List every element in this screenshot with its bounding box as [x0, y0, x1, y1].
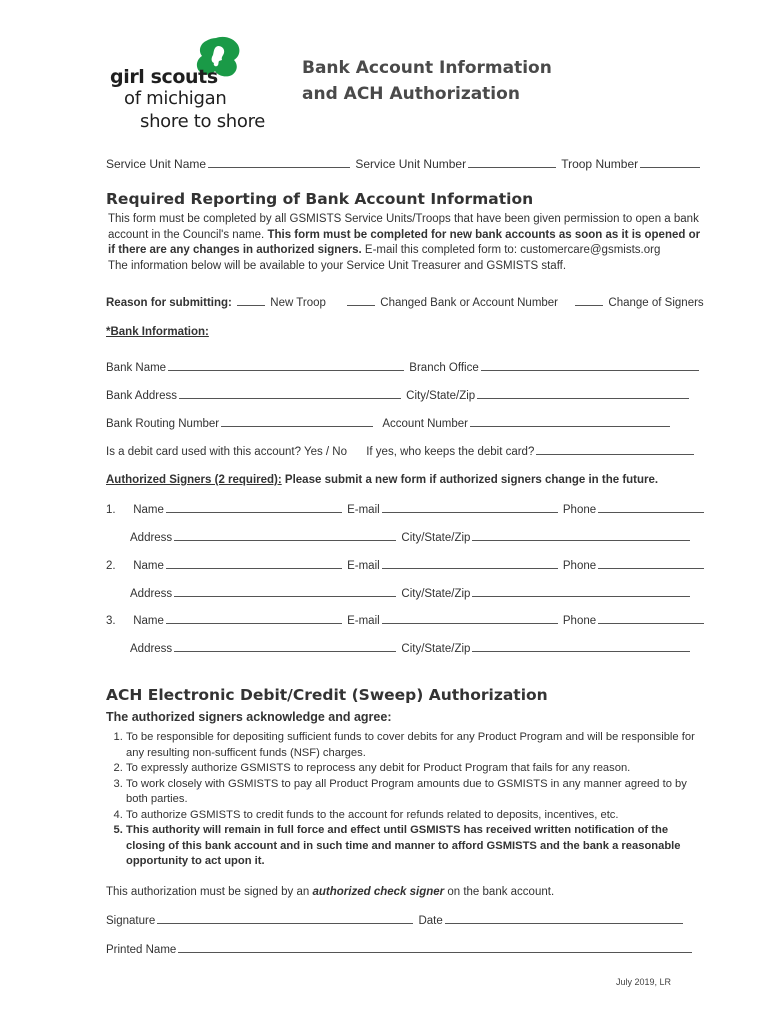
- reason-changed-bank-blank[interactable]: [347, 304, 375, 306]
- routing-number-field[interactable]: [221, 425, 373, 427]
- signer-1-address-row: [130, 532, 692, 544]
- signer-3-address-row: [130, 643, 692, 655]
- signers-label: Authorized Signers (2 required):: [106, 474, 282, 486]
- signature-row: [106, 915, 685, 927]
- bank-name-field[interactable]: [168, 369, 404, 371]
- section2-heading: ACH Electronic Debit/Credit (Sweep) Authorization: [106, 686, 548, 704]
- signer-email-label: E-mail: [347, 615, 380, 627]
- branch-office-field[interactable]: [481, 369, 699, 371]
- signer-number: 2.: [106, 560, 116, 572]
- service-unit-number-label: Service Unit Number: [355, 157, 467, 171]
- signer-name-label: Name: [133, 504, 164, 516]
- signer-2-csz-field[interactable]: [472, 595, 690, 597]
- footer-date: July 2019, LR: [616, 977, 672, 987]
- signer-2-address-field[interactable]: [174, 595, 396, 597]
- reason-change-signers: Change of Signers: [608, 297, 704, 309]
- signer-1-address-field[interactable]: [174, 539, 396, 541]
- printed-name-row: [106, 944, 694, 956]
- troop-number-field[interactable]: [640, 166, 700, 168]
- signer-csz-label: City/State/Zip: [401, 643, 471, 655]
- signer-1-name-field[interactable]: [166, 511, 342, 513]
- troop-number-label: Troop Number: [561, 157, 639, 171]
- agreement-item: 2. To expressly authorize GSMISTS to reprocess any debit for Product Program that fails for any reason.: [126, 761, 698, 777]
- agreement-item: 4. To authorize GSMISTS to credit funds to the account for refunds related to deposits, incentives, etc.: [126, 808, 698, 824]
- bank-name-label: Bank Name: [106, 362, 167, 374]
- signer-email-label: E-mail: [347, 560, 380, 572]
- signer-address-label: Address: [130, 643, 173, 655]
- signers-note: Please submit a new form if authorized signers change in the future.: [284, 474, 659, 486]
- debit-row: [106, 446, 696, 458]
- bank-name-row: [106, 362, 701, 374]
- signer-phone-label: Phone: [562, 615, 597, 627]
- section2-subheading: The authorized signers acknowledge and agree:: [106, 710, 392, 724]
- account-number-label: Account Number: [382, 418, 469, 430]
- signer-1-phone-field[interactable]: [598, 511, 704, 513]
- signer-phone-label: Phone: [562, 560, 597, 572]
- agreement-list: [108, 730, 698, 870]
- auth-post: on the bank account.: [447, 886, 555, 898]
- signer-csz-label: City/State/Zip: [401, 532, 471, 544]
- auth-pre: This authorization must be signed by an: [106, 886, 310, 898]
- logo-line3: shore to shore: [140, 111, 266, 132]
- section1-heading: Required Reporting of Bank Account Information: [106, 190, 534, 208]
- debit-keeper-field[interactable]: [536, 453, 694, 455]
- agreement-item: 1. To be responsible for depositing sufficient funds to cover debits for any Product Program and will be responsible for any resulting non-sufficent funds (NSF) charges.: [126, 730, 698, 761]
- date-label: Date: [418, 915, 443, 927]
- debit-question: Is a debit card used with this account? Yes / No: [106, 446, 348, 458]
- routing-row: [106, 418, 672, 430]
- signer-number: 1.: [106, 504, 116, 516]
- p1-text: This form must be completed by all GSMISTS Service Units/Troops that have been given permission to open a bank account in the Council's name.: [108, 213, 699, 241]
- signer-3-phone-field[interactable]: [598, 622, 704, 624]
- reason-new-troop-blank[interactable]: [237, 304, 265, 306]
- p1-bold: This form must be completed for new bank accounts as soon as it is opened or if there are any changes in authorized signers.: [108, 228, 701, 256]
- bank-info-label: *Bank Information:: [106, 326, 209, 338]
- bank-address-label: Bank Address: [106, 390, 177, 402]
- signer-1-row: [106, 504, 706, 516]
- branch-office-label: Branch Office: [409, 362, 479, 374]
- bank-address-field[interactable]: [179, 397, 401, 399]
- p2-text: The information below will be available to your Service Unit Treasurer and GSMISTS staff.: [108, 259, 567, 272]
- reason-row: [106, 297, 704, 309]
- service-unit-name-field[interactable]: [208, 166, 350, 168]
- signer-3-row: [106, 615, 706, 627]
- signers-header: [106, 474, 658, 486]
- signer-number: 3.: [106, 615, 116, 627]
- reason-new-troop: New Troop: [270, 297, 326, 309]
- signer-3-name-field[interactable]: [166, 622, 342, 624]
- signer-3-email-field[interactable]: [382, 622, 558, 624]
- account-number-field[interactable]: [470, 425, 670, 427]
- printed-name-field[interactable]: [178, 951, 692, 953]
- signature-field[interactable]: [157, 922, 413, 924]
- signer-name-label: Name: [133, 615, 164, 627]
- authorization-note: [106, 886, 554, 898]
- signer-1-email-field[interactable]: [382, 511, 558, 513]
- signer-1-csz-field[interactable]: [472, 539, 690, 541]
- signer-phone-label: Phone: [562, 504, 597, 516]
- signer-2-phone-field[interactable]: [598, 567, 704, 569]
- signer-email-label: E-mail: [347, 504, 380, 516]
- agreement-item: 5. This authority will remain in full force and effect until GSMISTS has received written notification of the closing of this bank account and in such time and manner to afford GSMISTS and the bank a reasonable opportunity to act upon it.: [126, 823, 698, 870]
- reason-label: Reason for submitting:: [106, 297, 232, 309]
- header-fields: [106, 157, 702, 171]
- signature-label: Signature: [106, 915, 156, 927]
- routing-number-label: Bank Routing Number: [106, 418, 220, 430]
- signer-2-email-field[interactable]: [382, 567, 558, 569]
- signer-2-row: [106, 560, 706, 572]
- signer-3-csz-field[interactable]: [472, 650, 690, 652]
- bank-csz-field[interactable]: [477, 397, 689, 399]
- page-title-line2: and ACH Authorization: [302, 84, 520, 104]
- debit-keeper-label: If yes, who keeps the debit card?: [366, 446, 535, 458]
- reason-changed-bank: Changed Bank or Account Number: [380, 297, 559, 309]
- service-unit-number-field[interactable]: [468, 166, 556, 168]
- signer-csz-label: City/State/Zip: [401, 588, 471, 600]
- logo-line1: girl scouts: [110, 66, 218, 88]
- section1-paragraph: [108, 212, 708, 274]
- bank-address-row: [106, 390, 691, 402]
- date-field[interactable]: [445, 922, 683, 924]
- auth-emphasis: authorized check signer: [312, 886, 445, 898]
- printed-name-label: Printed Name: [106, 944, 177, 956]
- signer-3-address-field[interactable]: [174, 650, 396, 652]
- page-title-line1: Bank Account Information: [302, 58, 552, 78]
- bank-csz-label: City/State/Zip: [406, 390, 476, 402]
- signer-address-label: Address: [130, 532, 173, 544]
- agreement-item: 3. To work closely with GSMISTS to pay all Product Program amounts due to GSMISTS in any manner agreed to by both parties.: [126, 777, 698, 808]
- reason-change-signers-blank[interactable]: [575, 304, 603, 306]
- signer-address-label: Address: [130, 588, 173, 600]
- signer-2-name-field[interactable]: [166, 567, 342, 569]
- signer-2-address-row: [130, 588, 692, 600]
- logo-line2: of michigan: [124, 88, 227, 109]
- service-unit-name-label: Service Unit Name: [106, 157, 207, 171]
- signer-name-label: Name: [133, 560, 164, 572]
- p1-tail: E-mail this completed form to: customercare@gsmists.org: [364, 244, 661, 256]
